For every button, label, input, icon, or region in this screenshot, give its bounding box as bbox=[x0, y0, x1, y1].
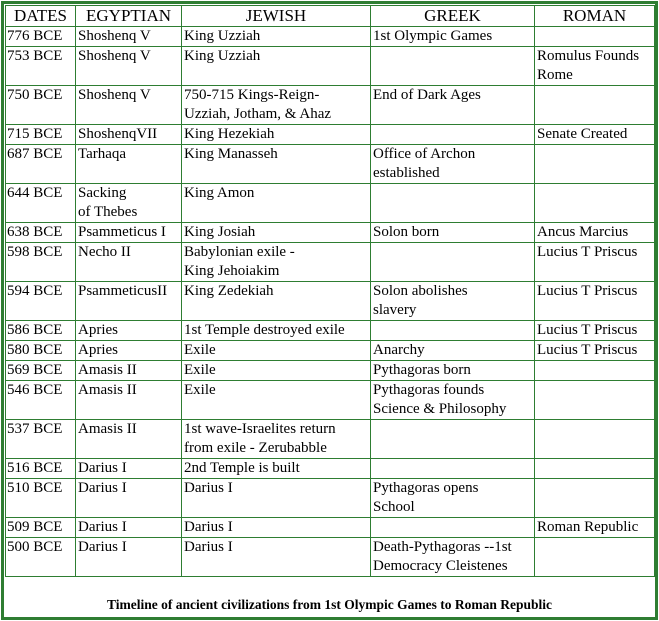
table-row bbox=[6, 47, 655, 86]
jewish-cell: King Uzziah bbox=[182, 27, 371, 47]
table-row bbox=[6, 381, 655, 420]
date-cell: 580 BCE bbox=[6, 341, 76, 361]
roman-cell bbox=[535, 86, 655, 125]
table-row bbox=[6, 538, 655, 577]
egyptian-cell: Shoshenq V bbox=[76, 86, 182, 125]
table-row bbox=[6, 518, 655, 538]
jewish-cell: King Hezekiah bbox=[182, 125, 371, 145]
table-row bbox=[6, 479, 655, 518]
egyptian-cell: Darius I bbox=[76, 538, 182, 577]
date-cell: 516 BCE bbox=[6, 459, 76, 479]
roman-cell bbox=[535, 538, 655, 577]
jewish-cell: Darius I bbox=[182, 538, 371, 577]
date-cell: 546 BCE bbox=[6, 381, 76, 420]
roman-cell: Lucius T Priscus bbox=[535, 243, 655, 282]
date-cell: 509 BCE bbox=[6, 518, 76, 538]
jewish-cell: Babylonian exile - King Jehoiakim bbox=[182, 243, 371, 282]
table-row bbox=[6, 321, 655, 341]
greek-cell bbox=[371, 243, 535, 282]
greek-cell bbox=[371, 420, 535, 459]
column-header-egyptian: EGYPTIAN bbox=[76, 6, 182, 27]
table-row bbox=[6, 341, 655, 361]
table-row bbox=[6, 361, 655, 381]
page-frame bbox=[1, 1, 658, 620]
roman-cell: Lucius T Priscus bbox=[535, 282, 655, 321]
date-cell: 500 BCE bbox=[6, 538, 76, 577]
jewish-cell: 750-715 Kings-Reign- Uzziah, Jotham, & Ahaz bbox=[182, 86, 371, 125]
roman-cell bbox=[535, 381, 655, 420]
greek-cell bbox=[371, 47, 535, 86]
jewish-cell: Exile bbox=[182, 341, 371, 361]
jewish-cell: Darius I bbox=[182, 479, 371, 518]
egyptian-cell: Amasis II bbox=[76, 420, 182, 459]
roman-cell: Roman Republic bbox=[535, 518, 655, 538]
jewish-cell: Darius I bbox=[182, 518, 371, 538]
date-cell: 598 BCE bbox=[6, 243, 76, 282]
jewish-cell: King Amon bbox=[182, 184, 371, 223]
egyptian-cell: ShoshenqVII bbox=[76, 125, 182, 145]
date-cell: 687 BCE bbox=[6, 145, 76, 184]
table-row bbox=[6, 420, 655, 459]
roman-cell: Lucius T Priscus bbox=[535, 321, 655, 341]
egyptian-cell: Amasis II bbox=[76, 381, 182, 420]
table-row bbox=[6, 223, 655, 243]
roman-cell: Ancus Marcius bbox=[535, 223, 655, 243]
greek-cell: Pythagoras opens School bbox=[371, 479, 535, 518]
greek-cell: End of Dark Ages bbox=[371, 86, 535, 125]
greek-cell: Office of Archon established bbox=[371, 145, 535, 184]
greek-cell: Pythagoras founds Science & Philosophy bbox=[371, 381, 535, 420]
egyptian-cell: Apries bbox=[76, 341, 182, 361]
date-cell: 537 BCE bbox=[6, 420, 76, 459]
column-header-dates: DATES bbox=[6, 6, 76, 27]
table-caption: Timeline of ancient civilizations from 1st Olympic Games to Roman Republic bbox=[107, 597, 552, 612]
jewish-cell: 1st wave-Israelites return from exile - Zerubabble bbox=[182, 420, 371, 459]
egyptian-cell: Shoshenq V bbox=[76, 47, 182, 86]
column-header-roman: ROMAN bbox=[535, 6, 655, 27]
table-row bbox=[6, 282, 655, 321]
greek-cell: Death-Pythagoras --1st Democracy Cleistenes bbox=[371, 538, 535, 577]
greek-cell bbox=[371, 518, 535, 538]
jewish-cell: Exile bbox=[182, 381, 371, 420]
egyptian-cell: Tarhaqa bbox=[76, 145, 182, 184]
table-row bbox=[6, 27, 655, 47]
egyptian-cell: Amasis II bbox=[76, 361, 182, 381]
jewish-cell: 1st Temple destroyed exile bbox=[182, 321, 371, 341]
date-cell: 594 BCE bbox=[6, 282, 76, 321]
egyptian-cell: Darius I bbox=[76, 518, 182, 538]
greek-cell: Anarchy bbox=[371, 341, 535, 361]
timeline-body bbox=[6, 27, 655, 577]
egyptian-cell: Apries bbox=[76, 321, 182, 341]
jewish-cell: King Uzziah bbox=[182, 47, 371, 86]
jewish-cell: 2nd Temple is built bbox=[182, 459, 371, 479]
table-row bbox=[6, 86, 655, 125]
column-header-jewish: JEWISH bbox=[182, 6, 371, 27]
egyptian-cell: Darius I bbox=[76, 459, 182, 479]
egyptian-cell: Psammeticus I bbox=[76, 223, 182, 243]
date-cell: 638 BCE bbox=[6, 223, 76, 243]
date-cell: 569 BCE bbox=[6, 361, 76, 381]
roman-cell: Romulus Founds Rome bbox=[535, 47, 655, 86]
roman-cell bbox=[535, 27, 655, 47]
roman-cell bbox=[535, 459, 655, 479]
jewish-cell: Exile bbox=[182, 361, 371, 381]
table-row bbox=[6, 184, 655, 223]
egyptian-cell: Necho II bbox=[76, 243, 182, 282]
table-row bbox=[6, 243, 655, 282]
egyptian-cell: PsammeticusII bbox=[76, 282, 182, 321]
roman-cell bbox=[535, 420, 655, 459]
greek-cell: Solon born bbox=[371, 223, 535, 243]
egyptian-cell: Shoshenq V bbox=[76, 27, 182, 47]
table-row bbox=[6, 125, 655, 145]
roman-cell bbox=[535, 184, 655, 223]
egyptian-cell: Darius I bbox=[76, 479, 182, 518]
date-cell: 753 BCE bbox=[6, 47, 76, 86]
greek-cell bbox=[371, 125, 535, 145]
roman-cell bbox=[535, 479, 655, 518]
greek-cell bbox=[371, 184, 535, 223]
table-row bbox=[6, 459, 655, 479]
table-row bbox=[6, 145, 655, 184]
roman-cell: Senate Created bbox=[535, 125, 655, 145]
roman-cell: Lucius T Priscus bbox=[535, 341, 655, 361]
date-cell: 776 BCE bbox=[6, 27, 76, 47]
column-header-greek: GREEK bbox=[371, 6, 535, 27]
greek-cell: 1st Olympic Games bbox=[371, 27, 535, 47]
timeline-table bbox=[5, 5, 655, 577]
greek-cell: Pythagoras born bbox=[371, 361, 535, 381]
greek-cell bbox=[371, 459, 535, 479]
jewish-cell: King Josiah bbox=[182, 223, 371, 243]
date-cell: 715 BCE bbox=[6, 125, 76, 145]
egyptian-cell: Sacking of Thebes bbox=[76, 184, 182, 223]
jewish-cell: King Zedekiah bbox=[182, 282, 371, 321]
date-cell: 644 BCE bbox=[6, 184, 76, 223]
roman-cell bbox=[535, 145, 655, 184]
date-cell: 586 BCE bbox=[6, 321, 76, 341]
greek-cell bbox=[371, 321, 535, 341]
jewish-cell: King Manasseh bbox=[182, 145, 371, 184]
date-cell: 510 BCE bbox=[6, 479, 76, 518]
roman-cell bbox=[535, 361, 655, 381]
header-row bbox=[6, 6, 655, 27]
date-cell: 750 BCE bbox=[6, 86, 76, 125]
greek-cell: Solon abolishes slavery bbox=[371, 282, 535, 321]
